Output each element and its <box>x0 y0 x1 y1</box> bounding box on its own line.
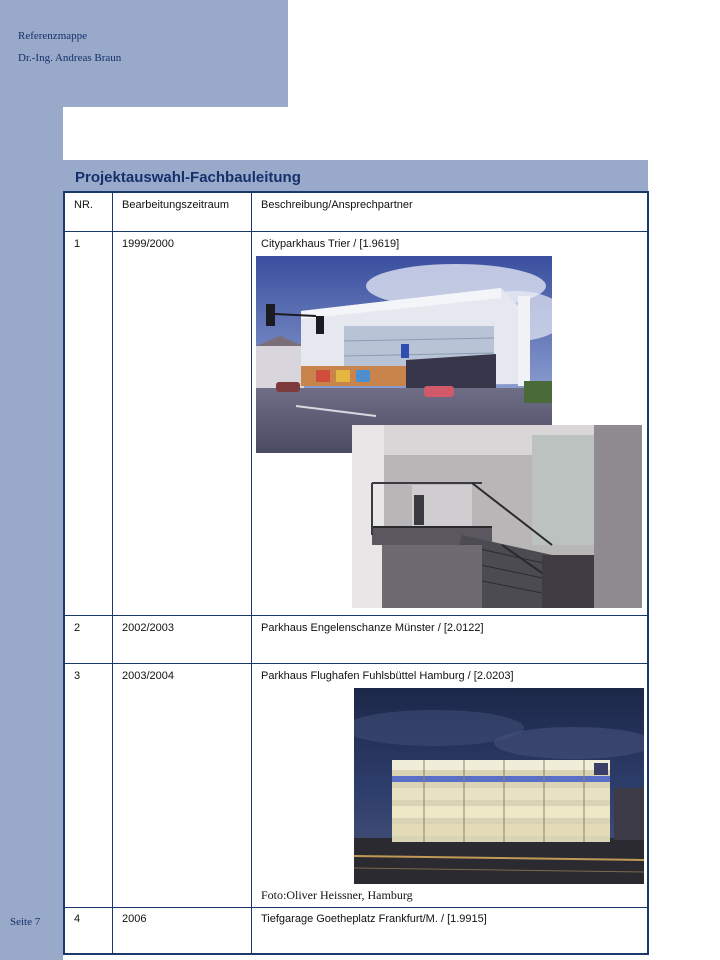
row-1-period: 1999/2000 <box>122 238 174 250</box>
table-row-divider <box>63 663 649 664</box>
row-2-nr: 2 <box>74 622 81 634</box>
document-title: Referenzmappe <box>18 30 88 42</box>
column-header-nr: NR. <box>74 199 93 211</box>
corner-curve <box>63 107 153 167</box>
author-name: Dr.-Ing. Andreas Braun <box>18 52 122 64</box>
photo-parkhaus-hamburg-night <box>354 688 644 884</box>
table-column-divider <box>112 193 113 953</box>
photo-cityparkhaus-stairwell <box>352 425 642 608</box>
row-3-period: 2003/2004 <box>122 670 174 682</box>
row-4-nr: 4 <box>74 913 81 925</box>
page-number: Seite 7 <box>10 916 41 928</box>
table-row-divider <box>63 907 649 908</box>
row-4-period: 2006 <box>122 913 147 925</box>
page-title: Projektauswahl-Fachbauleitung <box>75 169 301 186</box>
table-column-divider <box>251 193 252 953</box>
row-4-description: Tiefgarage Goetheplatz Frankfurt/M. / [1.9915] <box>261 913 487 925</box>
row-1-nr: 1 <box>74 238 81 250</box>
table-row-divider <box>63 615 649 616</box>
column-header-period: Bearbeitungszeitraum <box>122 199 230 211</box>
left-sidebar-band <box>0 0 63 960</box>
column-header-description: Beschreibung/Ansprechpartner <box>261 199 413 211</box>
table-row-divider <box>63 231 649 232</box>
row-3-description: Parkhaus Flughafen Fuhlsbüttel Hamburg / [2.0203] <box>261 670 514 682</box>
photo-credit: Foto:Oliver Heissner, Hamburg <box>261 888 413 902</box>
row-1-description: Cityparkhaus Trier / [1.9619] <box>261 238 400 250</box>
row-2-description: Parkhaus Engelenschanze Münster / [2.0122] <box>261 622 484 634</box>
photo-cityparkhaus-exterior <box>256 256 552 453</box>
row-2-period: 2002/2003 <box>122 622 174 634</box>
row-3-nr: 3 <box>74 670 81 682</box>
